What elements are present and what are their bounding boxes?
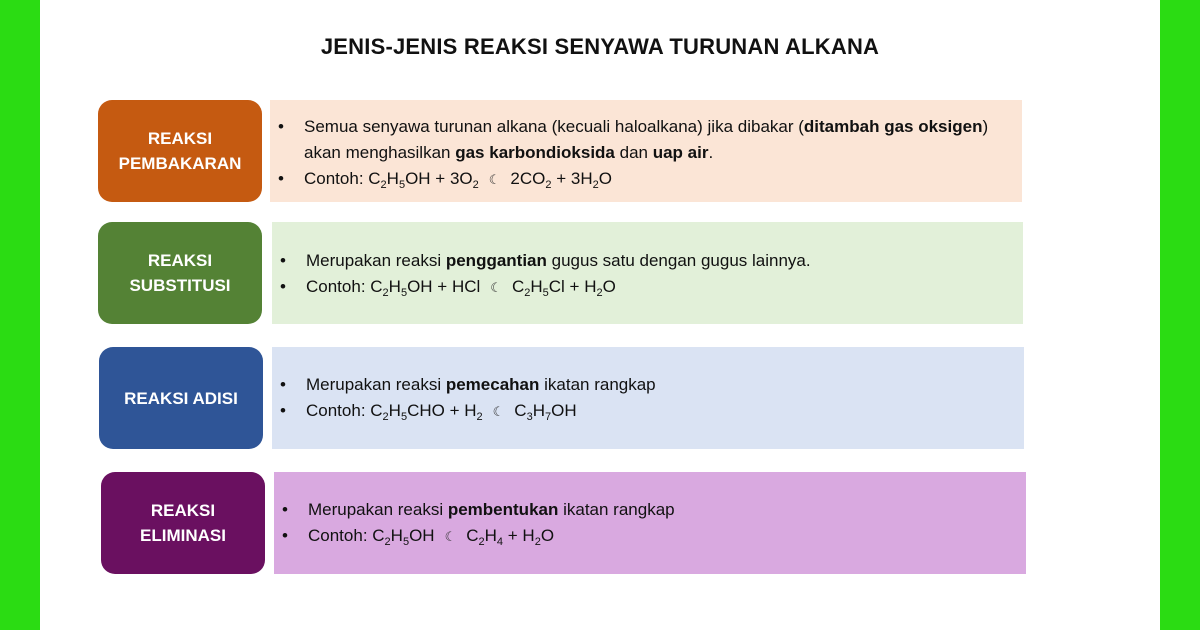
text-segment: OH + 3O [405, 169, 473, 188]
substitusi-description-text [306, 251, 811, 270]
text-segment: OH + HCl [407, 277, 481, 296]
slide-title: JENIS-JENIS REAKSI SENYAWA TURUNAN ALKANA [320, 34, 880, 59]
reaction-arrow-icon: ☾ [488, 172, 501, 187]
bold-text: penggantian [445, 251, 547, 270]
subscript: 2 [545, 179, 552, 191]
substitusi-label [98, 222, 262, 324]
example-products [466, 526, 555, 548]
example-prefix: Contoh: [306, 401, 371, 420]
pembakaran-box [270, 100, 1022, 202]
substitusi-example [272, 274, 1023, 301]
text-segment: H [388, 277, 401, 296]
pembakaran-description [270, 114, 1022, 166]
pembakaran-example [270, 166, 1022, 193]
text-segment: 2CO [510, 169, 546, 188]
text-segment: gugus satu dengan gugus lainnya. [546, 251, 811, 270]
example-reactants [370, 401, 483, 423]
text-segment: C [511, 277, 525, 296]
pembakaran-description-text [304, 117, 988, 162]
text-segment: OH [551, 401, 577, 420]
subscript: 7 [544, 411, 552, 423]
text-segment: H [388, 401, 401, 420]
reaction-arrow-icon: ☾ [444, 529, 457, 544]
example-reactants [368, 169, 479, 191]
eliminasi-example [274, 523, 1026, 550]
bold-text: gas karbondioksida [455, 143, 615, 162]
text-segment: Cl + H [548, 277, 597, 296]
adisi-description [272, 372, 1024, 398]
text-segment: Semua senyawa turunan alkana (kecuali haloalkana) jika dibakar ( [304, 117, 804, 136]
text-segment: ikatan rangkap [558, 500, 675, 519]
adisi-label [99, 347, 263, 449]
subscript: 2 [380, 179, 387, 191]
eliminasi-label-text: REAKSI ELIMINASI [140, 501, 226, 545]
text-segment: C [368, 169, 381, 188]
text-segment: Merupakan reaksi [308, 500, 448, 519]
subscript: 2 [524, 287, 531, 299]
text-segment: H [386, 169, 399, 188]
eliminasi-box [274, 472, 1026, 574]
example-products [511, 277, 616, 299]
text-segment: H [532, 401, 545, 420]
text-segment: CHO + H [407, 401, 477, 420]
text-segment: C [466, 526, 479, 545]
substitusi-box [272, 222, 1023, 324]
bold-text: pembentukan [447, 500, 559, 519]
example-reactants [372, 526, 435, 548]
substitusi-description [272, 248, 1023, 274]
adisi-description-text [306, 375, 656, 394]
reaction-arrow-icon: ☾ [492, 404, 505, 419]
eliminasi-description [274, 497, 1026, 523]
eliminasi-label [101, 472, 265, 574]
subscript: 4 [496, 536, 504, 548]
text-segment: O [602, 277, 616, 296]
example-prefix: Contoh: [306, 277, 371, 296]
text-segment: H [484, 526, 497, 545]
reaction-arrow-icon: ☾ [490, 280, 502, 295]
text-segment: + 3H [551, 169, 593, 188]
adisi-box [272, 347, 1024, 449]
text-segment: + H [503, 526, 535, 545]
subscript: 5 [400, 411, 408, 423]
adisi-label-text: REAKSI ADISI [124, 388, 238, 408]
subscript: 2 [478, 536, 485, 548]
example-reactants [370, 277, 481, 299]
bold-text: ditambah gas oksigen [803, 117, 983, 136]
subscript: 2 [382, 287, 389, 299]
bold-text: pemecahan [445, 375, 540, 394]
text-segment: H [530, 277, 543, 296]
text-segment: C [372, 526, 385, 545]
subscript: 2 [596, 287, 603, 299]
subscript: 5 [542, 287, 549, 299]
subscript: 2 [476, 411, 483, 423]
example-products [514, 401, 577, 423]
pembakaran-label-text: REAKSI PEMBAKARAN [118, 129, 242, 173]
subscript: 2 [534, 536, 541, 548]
text-segment: dan [614, 143, 653, 162]
text-segment: H [390, 526, 403, 545]
eliminasi-description-text [308, 500, 675, 519]
example-prefix: Contoh: [308, 526, 373, 545]
subscript: 2 [472, 179, 479, 191]
subscript: 5 [398, 179, 406, 191]
text-segment: Merupakan reaksi [306, 375, 446, 394]
text-segment: ikatan rangkap [539, 375, 656, 394]
adisi-example [272, 398, 1024, 425]
text-segment: . [708, 143, 714, 162]
text-segment: C [370, 277, 383, 296]
subscript: 2 [382, 411, 389, 423]
substitusi-label-text: REAKSI SUBSTITUSI [129, 251, 231, 295]
text-segment: ) akan menghasilkan [304, 117, 989, 162]
text-segment: O [540, 526, 555, 545]
example-products [510, 169, 612, 191]
subscript: 5 [400, 287, 408, 299]
example-prefix: Contoh: [304, 169, 369, 188]
text-segment: C [370, 401, 383, 420]
text-segment: O [598, 169, 612, 188]
pembakaran-label [98, 100, 262, 202]
subscript: 2 [384, 536, 391, 548]
text-segment: C [514, 401, 527, 420]
text-segment: OH [409, 526, 435, 545]
subscript: 3 [526, 411, 533, 423]
subscript: 5 [402, 536, 410, 548]
text-segment: Merupakan reaksi [306, 251, 446, 270]
subscript: 2 [592, 179, 599, 191]
bold-text: uap air [652, 143, 709, 162]
